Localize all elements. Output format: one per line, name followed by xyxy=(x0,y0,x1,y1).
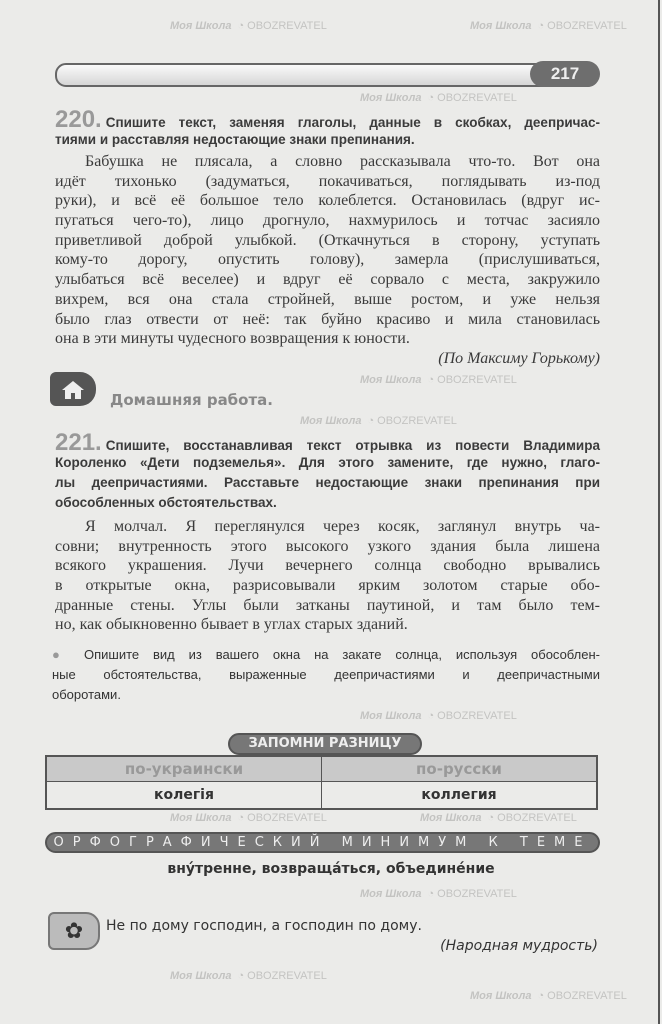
difference-table xyxy=(45,755,598,810)
additional-task xyxy=(52,645,600,705)
watermark: Моя Школа ◔ OBOZREVATEL xyxy=(170,970,327,982)
instruction-line: обособленных обстоятельствах. xyxy=(55,495,277,510)
proverb-text: Не по дому господин, а господин по дому. xyxy=(106,918,422,934)
text-line: всякого украшения. Лучи вечернего солнца свободно врывались xyxy=(55,557,600,575)
house-icon xyxy=(50,372,96,406)
homework-label: Домашняя работа. xyxy=(110,391,273,409)
text-line: кому-то дорогу, опустить голову), замерла (прислушиваться, xyxy=(55,251,600,269)
watermark: Моя Школа ◔ OBOZREVATEL xyxy=(470,990,627,1002)
text-line: пугаться чего-то), лицо дрогнуло, нахмурилось и тотчас засияло xyxy=(55,212,600,230)
text-line: Я молчал. Я переглянулся через косяк, заглянул внутрь ча- xyxy=(85,518,600,535)
note-line: Опишите вид из вашего окна на закате солнца, используя обособлен- xyxy=(83,647,600,662)
instruction-line: Спишите, восстанавливая текст отрывка из повести Владимира xyxy=(105,438,600,453)
text-line: Бабушка не плясала, а словно рассказывала что-то. Вот она xyxy=(85,153,600,170)
bullet-icon: ● xyxy=(52,647,71,662)
watermark: Моя Школа ◔ OBOZREVATEL xyxy=(470,20,627,32)
text-line: идёт тихонько (задуматься, покачиваться, поглядывать из-под xyxy=(55,172,600,190)
text-line: совни; внутренность этого высокого узкого здания была лишена xyxy=(55,537,600,555)
note-line: ные обстоятельства, выраженные деепричастиями и деепричастными xyxy=(52,667,600,682)
exercise-220-instruction xyxy=(55,106,600,150)
exercise-number: 220. xyxy=(55,106,102,133)
header-russian: по-русски xyxy=(322,756,598,782)
watermark: Моя Школа ◔ OBOZREVATEL xyxy=(360,888,517,900)
instruction-line: лы деепричастиями. Расставьте недостающие знаки препинания при xyxy=(55,475,600,490)
text-line: улыбаться всё веселее) и вдруг её сорвало с места, закружило xyxy=(55,271,600,289)
header-ukrainian: по-украински xyxy=(46,756,322,782)
remember-difference-banner: ЗАПОМНИ РАЗНИЦУ xyxy=(228,733,422,755)
watermark: Моя Школа ◔ OBOZREVATEL xyxy=(360,374,517,386)
watermark: Моя Школа ◔ OBOZREVATEL xyxy=(170,20,327,32)
exercise-221-text xyxy=(55,517,600,635)
text-line: вихрем, вся она стала стройней, выше ростом, и уже нельзя xyxy=(55,290,600,308)
watermark: Моя Школа ◔ OBOZREVATEL xyxy=(360,710,517,722)
text-line: дранные стены. Углы были затканы паутиной, и там было тем- xyxy=(55,596,600,614)
instruction-line: тиями и расставляя недостающие знаки препинания. xyxy=(55,132,415,147)
text-line: в открытые окна, разрисовывали ярким золотом старые обо- xyxy=(55,577,600,595)
instruction-line: Короленко «Дети подземелья». Для этого замените, где нужно, глаго- xyxy=(55,455,600,470)
instruction-line: Спишите текст, заменяя глаголы, данные в скобках, деепричас- xyxy=(105,115,600,130)
watermark: Моя Школа ◔ OBOZREVATEL xyxy=(170,812,327,824)
proverb-source: (Народная мудрость) xyxy=(440,938,598,954)
page-number: 217 xyxy=(530,61,600,87)
exercise-221-instruction xyxy=(55,429,600,513)
proverb-icon: ✿ xyxy=(48,912,100,950)
text-line: было глаз отвести от неё: так буйно красиво и мила становилась xyxy=(55,310,600,328)
text-line: она в эти минуты чудесного возвращения к юности. xyxy=(55,330,410,348)
author-attribution: (По Максиму Горькому) xyxy=(438,350,600,367)
orthography-words: вну́тренне, возвраща́ться, объедине́ние xyxy=(167,861,495,877)
word-ukrainian: колегія xyxy=(46,782,322,810)
watermark: Моя Школа ◔ OBOZREVATEL xyxy=(300,415,457,427)
text-line: руки), и всё её большое тело колеблется. Остановилась (вдруг ис- xyxy=(55,192,600,210)
header-bar xyxy=(55,63,599,87)
text-line: приветливой доброй улыбкой. (Откачнуться в сторону, уступать xyxy=(55,231,600,249)
exercise-220-text xyxy=(55,152,600,349)
watermark: Моя Школа ◔ OBOZREVATEL xyxy=(360,92,517,104)
orthography-banner: ОРФОГРАФИЧЕСКИЙ МИНИМУМ К ТЕМЕ xyxy=(45,832,600,853)
exercise-number: 221. xyxy=(55,429,102,456)
word-russian: коллегия xyxy=(322,782,598,810)
text-line: но, как обыкновенно бывает в углах старых зданий. xyxy=(55,616,408,634)
note-line: оборотами. xyxy=(52,687,121,702)
watermark: Моя Школа ◔ OBOZREVATEL xyxy=(420,812,577,824)
